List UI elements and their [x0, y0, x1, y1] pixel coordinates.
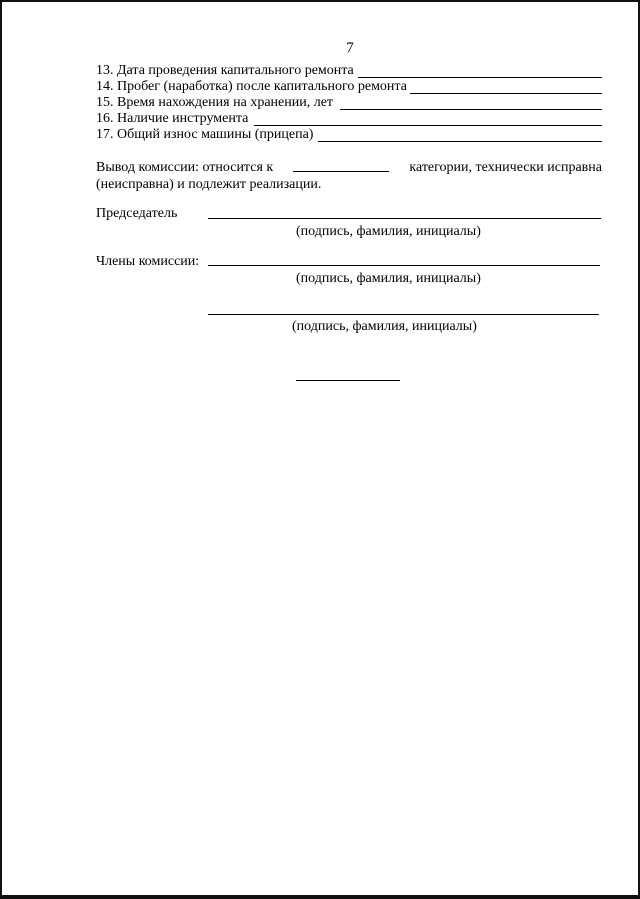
- closing-separator: [296, 380, 400, 381]
- item-13-fill-line[interactable]: [358, 77, 602, 78]
- conclusion-prefix: Вывод комиссии: относится к: [96, 160, 274, 175]
- member-1-signature-line[interactable]: [208, 265, 600, 266]
- category-fill-line[interactable]: [293, 159, 389, 172]
- scan-border-left: [0, 0, 2, 899]
- chairman-label: Председатель: [96, 206, 178, 221]
- member-1-signature-caption: (подпись, фамилия, инициалы): [296, 271, 481, 286]
- item-15-fill-line[interactable]: [340, 109, 602, 110]
- chairman-signature-line[interactable]: [208, 218, 601, 219]
- scan-border-top: [0, 0, 640, 2]
- item-16-fill-line[interactable]: [254, 125, 602, 126]
- item-label: 16. Наличие инструмента: [96, 111, 249, 126]
- item-label: 17. Общий износ машины (прицепа): [96, 127, 314, 142]
- page-number: 7: [346, 40, 354, 56]
- item-label: 15. Время нахождения на хранении, лет: [96, 95, 334, 110]
- scan-border-bottom: [0, 895, 640, 899]
- commission-conclusion: [96, 159, 602, 193]
- member-2-signature-line[interactable]: [208, 314, 599, 315]
- member-2-signature-caption: (подпись, фамилия, инициалы): [292, 319, 477, 334]
- conclusion-suffix: категории, технически исправна: [409, 160, 602, 175]
- item-label: 14. Пробег (наработка) после капитального ремонта: [96, 79, 407, 94]
- item-14-fill-line[interactable]: [410, 93, 602, 94]
- chairman-signature-caption: (подпись, фамилия, инициалы): [296, 224, 481, 239]
- members-label: Члены комиссии:: [96, 254, 200, 269]
- conclusion-line2: (неисправна) и подлежит реализации.: [96, 177, 322, 192]
- item-label: 13. Дата проведения капитального ремонта: [96, 63, 354, 78]
- item-17-fill-line[interactable]: [318, 141, 602, 142]
